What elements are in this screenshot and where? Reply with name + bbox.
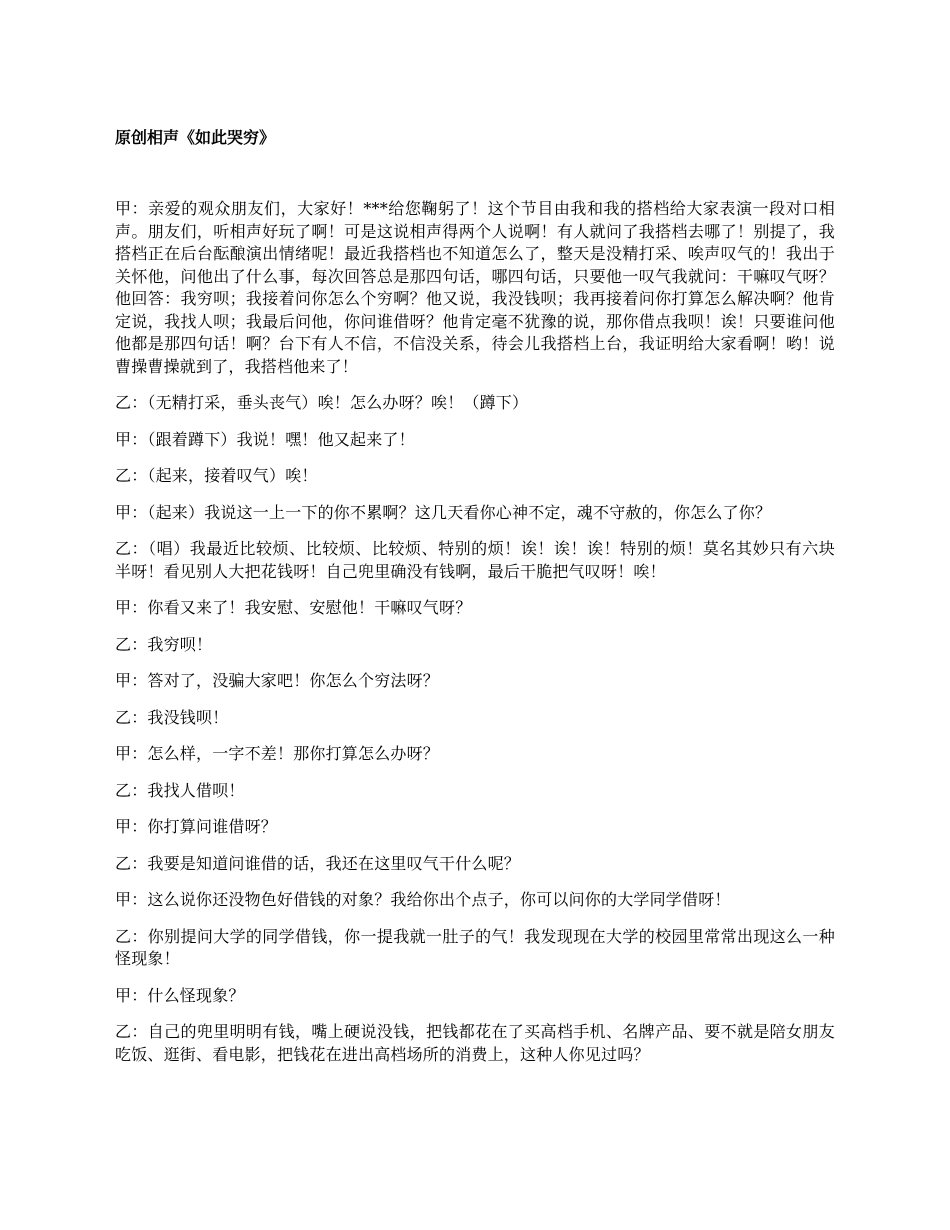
dialogue-paragraph: 甲：答对了，没骗大家吧！你怎么个穷法呀？ xyxy=(115,671,440,690)
dialogue-body xyxy=(115,198,835,1080)
document-title: 原创相声《如此哭穷》 xyxy=(115,128,276,147)
dialogue-paragraph: 甲：你打算问谁借呀？ xyxy=(115,817,278,836)
dialogue-paragraph: 甲：（起来）我说这一上一下的你不累啊？这几天看你心神不定，魂不守赦的，你怎么了你？ xyxy=(115,502,772,522)
dialogue-paragraph: 甲：亲爱的观众朋友们，大家好！***给您鞠躬了！这个节目由我和我的搭档给大家表演一段对口相声。朋友们，听相声好玩了啊！可是这说相声得两个人说啊！有人就问了我搭档去哪了！别提了，我搭档正在后台酝酿演出情绪呢！最近我搭档也不知道怎么了，整天是没精打采、唉声叹气的！我出于关怀他，问他出了什么事，每次回答总是那四句话，哪四句话，只要他一叹气我就问：干嘛叹气呀？他回答：我穷呗；我接着问你怎么个穷啊？他又说，我没钱呗；我再接着问你打算怎么解决啊？他肯定说，我找人呗；我最后问他，你问谁借呀？他肯定毫不犹豫的说，那你借点我呗！诶！只要谁问他他都是那四句话！啊？台下有人不信，不信没关系，待会儿我搭档上台，我证明给大家看啊！哟！说曹操曹操就到了，我搭档他来了！ xyxy=(115,199,835,376)
dialogue-paragraph: 乙：你别提问大学的同学借钱，你一提我就一肚子的气！我发现现在大学的校园里常常出现这么一种怪现象！ xyxy=(115,926,835,968)
dialogue-paragraph: 乙：（无精打采，垂头丧气）唉！怎么办呀？唉！（蹲下） xyxy=(115,393,529,412)
dialogue-paragraph: 甲：这么说你还没物色好借钱的对象？我给你出个点子，你可以问你的大学同学借呀！ xyxy=(115,890,731,909)
dialogue-paragraph: 乙：我穷呗！ xyxy=(115,634,213,654)
dialogue-paragraph: 甲：什么怪现象？ xyxy=(115,985,245,1005)
dialogue-paragraph: 乙：自己的兜里明明有钱，嘴上硬说没钱，把钱都花在了买高档手机、名牌产品、要不就是陪女朋友吃饭、逛街、看电影，把钱花在进出高档场所的消费上，这种人你见过吗？ xyxy=(115,1022,835,1064)
dialogue-paragraph: 甲：怎么样，一字不差！那你打算怎么办呀？ xyxy=(115,744,440,763)
dialogue-paragraph: 乙：（起来，接着叹气）唉！ xyxy=(115,466,318,485)
dialogue-paragraph: 乙：我没钱呗！ xyxy=(115,707,229,727)
dialogue-paragraph: 乙：我找人借呗！ xyxy=(115,780,245,800)
dialogue-paragraph: 甲：（跟着蹲下）我说！嘿！他又起来了！ xyxy=(115,429,415,449)
dialogue-paragraph: 甲：你看又来了！我安慰、安慰他！干嘛叹气呀？ xyxy=(115,598,472,617)
dialogue-paragraph: 乙：（唱）我最近比较烦、比较烦、比较烦、特别的烦！诶！诶！诶！特别的烦！莫名其妙只有六块半呀！看见别人大把花钱呀！自己兜里确没有钱啊，最后干脆把气叹呀！唉！ xyxy=(115,539,835,581)
dialogue-paragraph: 乙：我要是知道问谁借的话，我还在这里叹气干什么呢？ xyxy=(115,853,521,873)
